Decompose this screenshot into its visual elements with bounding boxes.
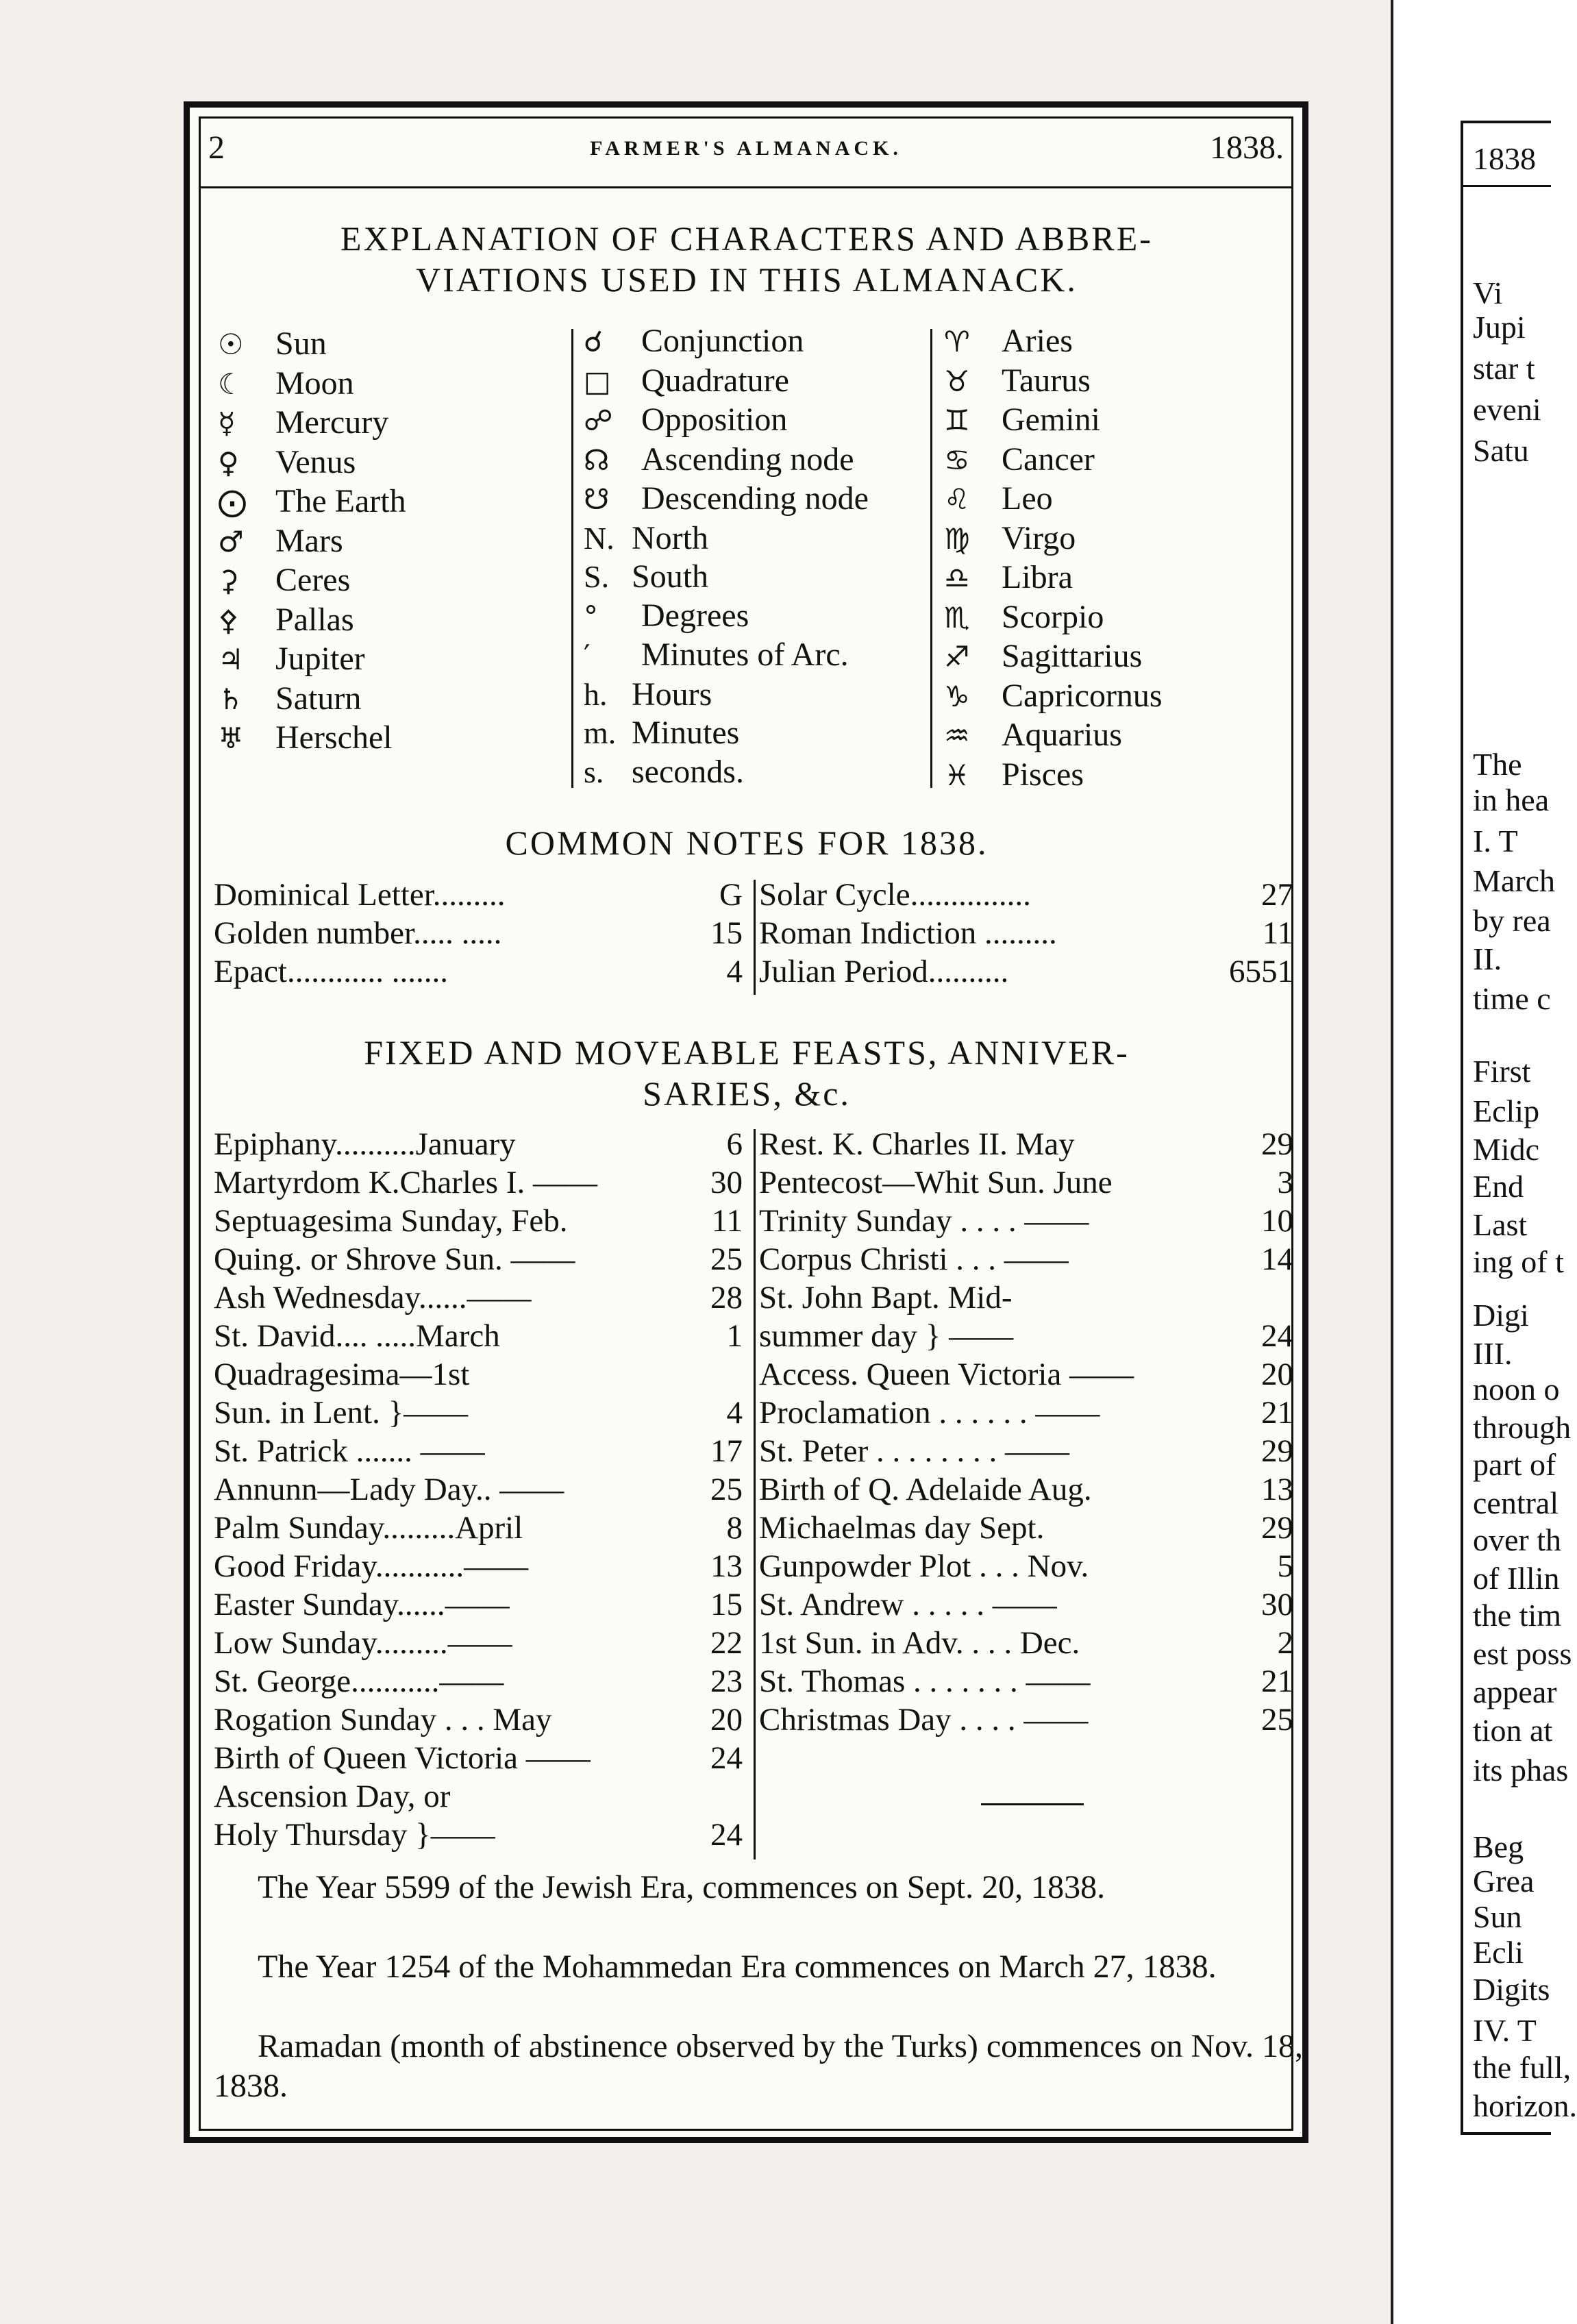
planet-label: Mars [275, 522, 343, 559]
right-page-text-line: Grea [1473, 1864, 1535, 1899]
right-page-text-line: First [1473, 1054, 1531, 1089]
common-note-value: 11 [1262, 915, 1293, 951]
feast-row [214, 1163, 743, 1202]
right-page-text-line: over th [1473, 1522, 1562, 1557]
planet-symbol-icon: ♃ [218, 643, 244, 676]
feast-row [214, 1739, 743, 1777]
feasts-heading-line1: FIXED AND MOVEABLE FEASTS, ANNIVER- [364, 1033, 1130, 1072]
right-page-text-line: II. [1473, 941, 1502, 976]
planet-symbol-icon: ☉ [218, 327, 244, 361]
planet-label: Herschel [275, 719, 393, 756]
feast-row [214, 1624, 743, 1662]
aspect-symbols-list [584, 322, 869, 791]
aspect-label: Minutes [632, 715, 740, 751]
aspect-symbol-icon: ° [584, 599, 598, 633]
common-note-row [759, 876, 1293, 914]
feast-label: Christmas Day . . . . —— [759, 1702, 1089, 1738]
planet-row [218, 680, 406, 719]
right-page-text-line: The [1473, 747, 1522, 782]
feast-label: Birth of Queen Victoria —— [214, 1740, 591, 1776]
feast-label: Low Sunday.........—— [214, 1625, 512, 1661]
explanation-heading-line1: EXPLANATION OF CHARACTERS AND ABBRE- [340, 219, 1153, 258]
feast-value: 24 [710, 1740, 743, 1776]
aspect-label: Ascending node [641, 441, 854, 478]
right-page-text-line: noon o [1473, 1372, 1560, 1407]
planet-symbol-icon: ♂ [218, 524, 244, 558]
aspect-row [584, 714, 869, 753]
sign-row [944, 637, 1163, 677]
common-note-value: G [719, 877, 743, 913]
planet-row [218, 364, 406, 404]
note-mohammedan-text: The Year 1254 of the Mohammedan Era commences on March 27, 1838. [258, 1949, 1217, 1985]
feast-row [214, 1547, 743, 1585]
right-page-text-line: est poss [1473, 1636, 1572, 1671]
feast-value: 20 [710, 1702, 743, 1738]
feast-row [214, 1662, 743, 1701]
right-page-text-line: in hea [1473, 782, 1550, 817]
feast-label: Quing. or Shrove Sun. —— [214, 1241, 575, 1277]
feast-label: Quadragesima—1st [214, 1357, 470, 1392]
feast-label: Septuagesima Sunday, Feb. [214, 1203, 568, 1239]
sign-symbol-icon: ♐ [944, 640, 970, 673]
aspect-row [584, 753, 869, 792]
feast-value: 13 [1261, 1472, 1293, 1507]
feast-value: 21 [1261, 1664, 1293, 1699]
page-number: 2 [208, 129, 225, 166]
sign-label: Virgo [1002, 519, 1076, 556]
common-note-row [214, 952, 743, 991]
right-page-text-line: of Illin [1473, 1561, 1560, 1596]
feast-row [759, 1662, 1293, 1701]
feast-row [759, 1278, 1293, 1317]
common-note-label: Solar Cycle............... [759, 877, 1031, 913]
feast-row [759, 1470, 1293, 1509]
feast-label: Easter Sunday......—— [214, 1587, 510, 1622]
right-page-text-line: star t [1473, 351, 1535, 386]
right-page-text-line: Last [1473, 1207, 1528, 1242]
sign-row [944, 677, 1163, 717]
aspect-row [584, 519, 869, 558]
feast-row [759, 1355, 1293, 1394]
common-note-label: Epact............ ....... [214, 954, 448, 989]
aspect-symbol-icon: ☋ [584, 482, 610, 516]
feast-value: 2 [1277, 1625, 1293, 1661]
sign-row [944, 401, 1163, 441]
feast-value: 23 [710, 1664, 743, 1699]
feast-label: Palm Sunday.........April [214, 1510, 523, 1546]
aspect-symbol-icon: □ [584, 364, 611, 398]
right-page-text-line: Beg [1473, 1829, 1524, 1864]
aspect-label: Descending node [641, 480, 869, 517]
right-page-text-line: by rea [1473, 903, 1551, 938]
aspect-symbol-icon: h. [584, 676, 608, 712]
aspect-label: North [632, 519, 708, 556]
aspect-label: Hours [632, 676, 712, 713]
sign-symbol-icon: ♌ [944, 482, 970, 516]
aspect-label: Quadrature [641, 362, 789, 399]
feast-label: Annunn—Lady Day.. —— [214, 1472, 564, 1507]
common-notes-heading: COMMON NOTES FOR 1838. [505, 824, 989, 862]
planet-row [218, 404, 406, 443]
feast-value: 25 [1261, 1702, 1293, 1738]
right-page-text-line: III. [1473, 1336, 1513, 1371]
feast-label: Epiphany..........January [214, 1126, 516, 1162]
note-ramadan [214, 2027, 1303, 2106]
right-page-text-line: Vi [1473, 275, 1503, 310]
sign-label: Cancer [1002, 441, 1095, 478]
right-page-text-line: Sun [1473, 1899, 1522, 1934]
feast-row [214, 1394, 743, 1432]
common-note-row [759, 952, 1293, 991]
planet-label: Pallas [275, 601, 354, 638]
aspect-label: Degrees [641, 597, 749, 634]
feast-label: Holy Thursday }—— [214, 1817, 495, 1853]
sign-symbol-icon: ♏ [944, 600, 970, 634]
feast-label: Proclamation . . . . . . —— [759, 1395, 1100, 1431]
aspect-label: seconds. [632, 753, 744, 790]
header-year: 1838. [1210, 129, 1284, 166]
sign-row [944, 756, 1163, 795]
sign-symbol-icon: ♎ [944, 561, 970, 595]
aspect-label: Opposition [641, 401, 788, 438]
common-note-value: 15 [710, 915, 743, 951]
feast-label: St. David.... .....March [214, 1318, 500, 1354]
feast-row [214, 1125, 743, 1163]
right-page-text-line: central [1473, 1485, 1559, 1520]
feast-row [214, 1317, 743, 1355]
feasts-heading-line2: SARIES, &c. [643, 1074, 851, 1113]
feast-label: Martyrdom K.Charles I. —— [214, 1165, 597, 1200]
planet-row [218, 482, 406, 522]
right-page-text-line: End [1473, 1169, 1524, 1204]
planet-symbols-list [218, 325, 406, 758]
aspect-symbol-icon: ☌ [584, 325, 604, 358]
aspect-symbol-icon: ′ [584, 639, 591, 672]
feast-value: 29 [1261, 1510, 1293, 1546]
right-page-text-line: ing of t [1473, 1244, 1564, 1279]
feast-row [759, 1432, 1293, 1470]
sign-row [944, 322, 1163, 362]
feasts-divider [754, 1129, 756, 1859]
feast-label: St. Patrick ....... —— [214, 1433, 485, 1469]
feast-label: Trinity Sunday . . . . —— [759, 1203, 1089, 1239]
feast-row [214, 1355, 743, 1394]
feasts-left-column [214, 1125, 743, 1854]
feast-value: 24 [710, 1817, 743, 1853]
common-note-label: Julian Period.......... [759, 954, 1009, 989]
sign-label: Scorpio [1002, 598, 1104, 635]
feast-label: Rogation Sunday . . . May [214, 1702, 552, 1738]
feast-row [759, 1701, 1293, 1739]
common-note-value: 6551 [1229, 954, 1293, 989]
right-page-text-line: time c [1473, 981, 1551, 1016]
sign-symbol-icon: ♑ [944, 679, 970, 713]
feast-row [759, 1394, 1293, 1432]
planet-symbol-icon: ⨀ [218, 485, 247, 519]
feast-row [759, 1509, 1293, 1547]
aspect-row [584, 597, 869, 636]
feast-label: Ash Wednesday......—— [214, 1280, 532, 1315]
common-note-row [759, 914, 1293, 952]
right-page-text-line: horizon. [1473, 2088, 1577, 2123]
common-notes-left [214, 876, 743, 991]
common-note-row [214, 876, 743, 914]
planet-row [218, 719, 406, 758]
feast-label: summer day } —— [759, 1318, 1014, 1354]
sign-row [944, 519, 1163, 559]
feast-row [759, 1125, 1293, 1163]
feast-row [214, 1240, 743, 1278]
planet-label: Sun [275, 325, 327, 362]
right-page-text-line: its phas [1473, 1753, 1569, 1788]
feast-value: 28 [710, 1280, 743, 1315]
feast-row [759, 1202, 1293, 1240]
sign-label: Capricornus [1002, 677, 1163, 714]
feast-value: 21 [1261, 1395, 1293, 1431]
feast-value: 15 [710, 1587, 743, 1622]
aspect-row [584, 558, 869, 597]
right-page-year: 1838 [1473, 141, 1536, 176]
right-page-text-line: the tim [1473, 1598, 1562, 1633]
feast-value: 20 [1261, 1357, 1293, 1392]
sign-label: Libra [1002, 559, 1073, 595]
aspect-label: Minutes of Arc. [641, 636, 849, 673]
aspect-row [584, 636, 869, 676]
feast-row [214, 1777, 743, 1816]
sign-label: Taurus [1002, 362, 1091, 399]
sign-label: Sagittarius [1002, 638, 1143, 674]
column-divider [571, 329, 573, 788]
aspect-symbol-icon: S. [584, 559, 610, 594]
feast-value: 30 [1261, 1587, 1293, 1622]
feast-value: 10 [1261, 1203, 1293, 1239]
common-note-label: Roman Indiction ......... [759, 915, 1057, 951]
feast-value: 14 [1261, 1241, 1293, 1277]
feast-value: 6 [726, 1126, 743, 1162]
feasts-heading [206, 1032, 1288, 1114]
running-title: FARMER'S ALMANACK. [590, 137, 902, 160]
feast-row [214, 1278, 743, 1317]
sign-label: Leo [1002, 480, 1053, 517]
common-note-value: 27 [1261, 877, 1293, 913]
feast-label: St. Thomas . . . . . . . —— [759, 1664, 1091, 1699]
planet-symbol-icon: ♅ [218, 721, 244, 755]
feast-row [759, 1163, 1293, 1202]
feast-label: St. Andrew . . . . . —— [759, 1587, 1057, 1622]
feast-label: Pentecost—Whit Sun. June [759, 1165, 1113, 1200]
aspect-symbol-icon: ☍ [584, 404, 613, 437]
sign-symbol-icon: ♍ [944, 521, 970, 556]
planet-symbol-icon: ⚴ [218, 603, 239, 637]
feast-value: 5 [1277, 1548, 1293, 1584]
feast-row [214, 1585, 743, 1624]
running-header [199, 123, 1293, 188]
planet-row [218, 640, 406, 680]
feast-row [214, 1432, 743, 1470]
right-page-text-line: Eclip [1473, 1093, 1540, 1128]
planet-row [218, 325, 406, 364]
planet-row [218, 522, 406, 562]
sign-symbol-icon: ♓ [944, 758, 970, 792]
aspect-symbol-icon: ☊ [584, 443, 610, 477]
feast-value: 24 [1261, 1318, 1293, 1354]
feast-row [759, 1624, 1293, 1662]
sign-label: Aquarius [1002, 717, 1122, 753]
feast-value: 4 [726, 1395, 743, 1431]
feast-label: St. John Bapt. Mid- [759, 1280, 1013, 1315]
common-note-label: Dominical Letter......... [214, 877, 506, 913]
feast-value: 1 [726, 1318, 743, 1354]
right-page-text-line: Ecli [1473, 1935, 1524, 1970]
right-page-text-line: the full, [1473, 2050, 1572, 2085]
feast-label: Access. Queen Victoria —— [759, 1357, 1134, 1392]
aspect-symbol-icon: N. [584, 520, 614, 556]
aspect-row [584, 441, 869, 480]
table-divider [754, 880, 756, 995]
sign-symbol-icon: ♒ [944, 719, 970, 752]
feast-value: 25 [710, 1472, 743, 1507]
common-note-label: Golden number..... ..... [214, 915, 502, 951]
sign-symbol-icon: ♈ [944, 325, 970, 358]
feast-value: 13 [710, 1548, 743, 1584]
planet-symbol-icon: ♀ [218, 445, 239, 480]
feast-label: Corpus Christi . . . —— [759, 1241, 1069, 1277]
planet-symbol-icon: ☿ [218, 406, 236, 440]
feast-label: Sun. in Lent. }—— [214, 1395, 469, 1431]
note-jewish-text: The Year 5599 of the Jewish Era, commences on Sept. 20, 1838. [258, 1869, 1106, 1905]
aspect-row [584, 322, 869, 362]
feast-label: Good Friday...........—— [214, 1548, 529, 1584]
feast-row [759, 1547, 1293, 1585]
feast-row [214, 1816, 743, 1854]
planet-row [218, 601, 406, 641]
explanation-heading-line2: VIATIONS USED IN THIS ALMANACK. [416, 260, 1078, 299]
aspect-symbol-icon: m. [584, 715, 617, 750]
feast-value: 3 [1277, 1165, 1293, 1200]
sign-label: Pisces [1002, 756, 1084, 793]
feast-row [214, 1470, 743, 1509]
column-divider [930, 329, 932, 788]
right-page-text-line: eveni [1473, 392, 1541, 427]
right-page-text-line: part of [1473, 1447, 1556, 1482]
sign-symbol-icon: ♉ [944, 364, 970, 398]
feasts-right-column [759, 1125, 1293, 1739]
feast-value: 11 [711, 1203, 743, 1239]
feast-label: 1st Sun. in Adv. . . . Dec. [759, 1625, 1080, 1661]
feast-value: 29 [1261, 1433, 1293, 1469]
sign-row [944, 558, 1163, 598]
sign-row [944, 716, 1163, 756]
feast-row [759, 1585, 1293, 1624]
feast-row [759, 1240, 1293, 1278]
right-page-text-line: through [1473, 1410, 1572, 1445]
feast-label: Rest. K. Charles II. May [759, 1126, 1075, 1162]
right-page-text-line: appear [1473, 1674, 1557, 1709]
right-page-text-line: March [1473, 863, 1556, 898]
right-page-text-line: IV. T [1473, 2013, 1537, 2048]
feast-value: 22 [710, 1625, 743, 1661]
zodiac-signs-list [944, 322, 1163, 795]
feast-label: Michaelmas day Sept. [759, 1510, 1045, 1546]
common-notes-right [759, 876, 1293, 991]
note-mohammedan-era [214, 1947, 1303, 1987]
section-rule [981, 1803, 1084, 1805]
sign-label: Aries [1002, 323, 1073, 359]
note-jewish-era [214, 1868, 1303, 1907]
feast-label: St. Peter . . . . . . . . —— [759, 1433, 1070, 1469]
planet-label: Mercury [275, 404, 389, 441]
explanation-heading [206, 218, 1288, 300]
sign-label: Gemini [1002, 401, 1100, 438]
planet-symbol-icon: ♄ [218, 682, 244, 716]
sign-row [944, 362, 1163, 401]
aspect-row [584, 401, 869, 441]
feast-row [214, 1509, 743, 1547]
feast-value: 17 [710, 1433, 743, 1469]
planet-label: Venus [275, 443, 356, 480]
feast-label: Ascension Day, or [214, 1779, 451, 1814]
right-page-text-line: Midc [1473, 1132, 1540, 1167]
sign-symbol-icon: ♊ [944, 404, 970, 437]
planet-label: Moon [275, 364, 354, 401]
aspect-row [584, 676, 869, 715]
feast-value: 30 [710, 1165, 743, 1200]
planet-row [218, 561, 406, 601]
feast-row [214, 1701, 743, 1739]
right-page-text-line: I. T [1473, 824, 1518, 858]
right-page-text-line: Satu [1473, 433, 1529, 468]
right-page-text-line: tion at [1473, 1713, 1553, 1748]
sign-row [944, 480, 1163, 519]
planet-symbol-icon: ☾ [218, 367, 244, 401]
planet-label: Ceres [275, 562, 351, 598]
feast-value: 25 [710, 1241, 743, 1277]
feast-label: Birth of Q. Adelaide Aug. [759, 1472, 1092, 1507]
right-page-text-line: Digi [1473, 1298, 1529, 1333]
feast-row [759, 1317, 1293, 1355]
note-ramadan-text: Ramadan (month of abstinence observed by the Turks) commences on Nov. 18, 1838. [214, 2028, 1303, 2104]
common-note-value: 4 [726, 954, 743, 989]
feast-value: 8 [726, 1510, 743, 1546]
feast-label: St. George...........—— [214, 1664, 504, 1699]
right-page-header-rule [1461, 185, 1551, 187]
common-note-row [214, 914, 743, 952]
sign-row [944, 598, 1163, 638]
right-page-text-line: Jupi [1473, 310, 1526, 345]
sign-symbol-icon: ♋ [944, 443, 970, 477]
planet-label: Saturn [275, 680, 362, 717]
planet-symbol-icon: ⚳ [218, 564, 239, 597]
feast-label: Gunpowder Plot . . . Nov. [759, 1548, 1089, 1584]
aspect-symbol-icon: s. [584, 754, 604, 789]
feast-value: 29 [1261, 1126, 1293, 1162]
feast-row [214, 1202, 743, 1240]
aspect-row [584, 362, 869, 401]
right-page-text-line: Digits [1473, 1972, 1550, 2007]
planet-row [218, 443, 406, 483]
sign-row [944, 441, 1163, 480]
aspect-row [584, 480, 869, 519]
planet-label: Jupiter [275, 641, 365, 677]
aspect-label: Conjunction [641, 323, 804, 359]
planet-label: The Earth [275, 483, 406, 519]
aspect-label: South [632, 558, 709, 595]
